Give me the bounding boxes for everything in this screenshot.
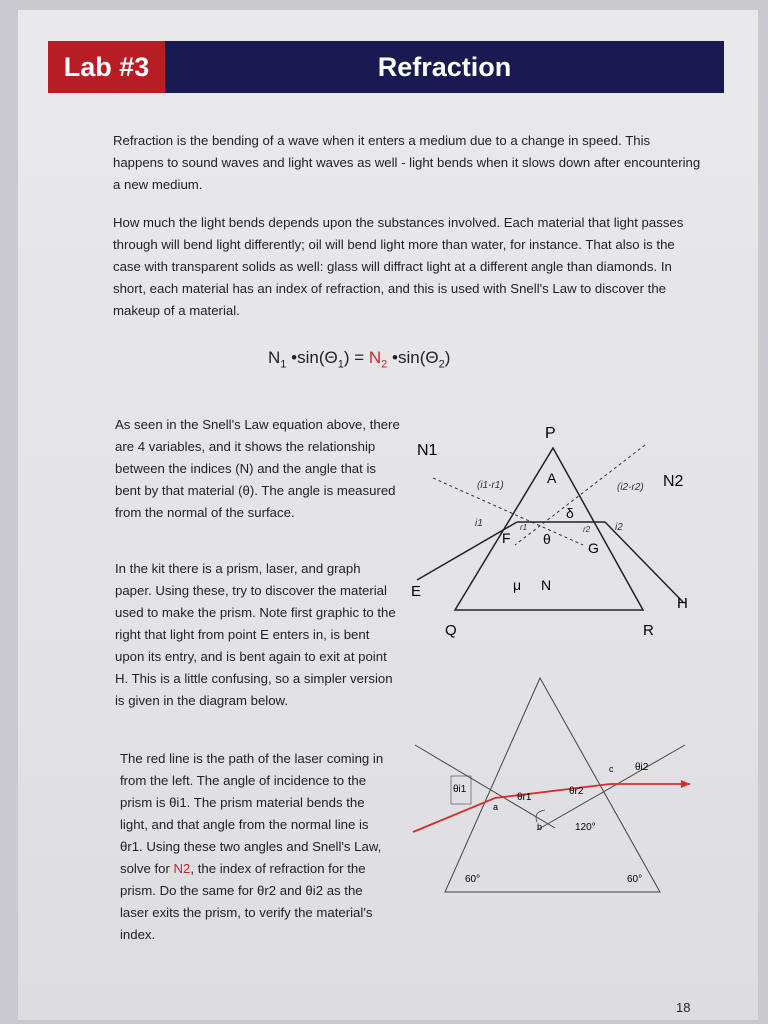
page-title: Refraction [377, 51, 512, 82]
label-a: a [493, 802, 499, 812]
eq-n2: $N_2$ [368, 348, 388, 371]
normal-line-right [537, 745, 685, 830]
label-q: Q [445, 622, 457, 639]
label-thr1: θr1 [517, 792, 532, 803]
label-theta: θ [543, 531, 551, 547]
label-p: P [545, 425, 556, 442]
handwritten-r2: r2 [583, 525, 591, 534]
label-h: H [677, 595, 688, 612]
label-n1: N1 [417, 442, 438, 459]
snells-law-equation: $N_1$ $•\sin(\Theta_1) = N_2$ $•\sin(\Theta_2)$ [268, 348, 451, 371]
label-c: c [609, 764, 614, 774]
snell-explanation-paragraph: As seen in the Snell's Law equation above, there are 4 variables, and it shows the relationship between the indices (N) and the angle that is bent by that material (θ). The angle is measured from the normal of the surface. [115, 417, 400, 520]
laser-path-paragraph: The red line is the path of the laser coming in from the left. The angle of incidence to the prism is θi1. The prism material bends the light, and that angle from the normal line is θr1. Using these two angles and Snell's Law, solve for N2, the index of refraction for the prism. Do the same for θr2 and θi2 as the laser exits the prism, to verify the material's index. [120, 751, 384, 942]
laser-arrowhead [681, 780, 690, 788]
label-delta: δ [566, 505, 574, 521]
label-thi2: θi2 [635, 762, 649, 773]
prism-diagram-points [405, 410, 705, 655]
intro-paragraph-2: How much the light bends depends upon the substances involved. Each material that light passes through will bend light differently; oil will bend light more than water, for instance. That also is the case with transparent solids as well: glass will diffract light at a different angle than diamonds. In short, each material has an index of refraction, and this is used with Snell's Law to discover the makeup of a material. [113, 215, 684, 318]
label-n2: N2 [663, 473, 684, 490]
normal-line-n2 [515, 445, 645, 545]
n2-highlight: N2 [173, 861, 191, 876]
lab-number-badge: Lab #3 [48, 41, 165, 93]
label-thr2: θr2 [569, 786, 584, 797]
label-n: N [541, 577, 552, 593]
handwritten-i1-r1: (i1-r1) [477, 480, 504, 491]
label-60-right: 60° [627, 874, 643, 885]
handwritten-i2: i2 [615, 522, 623, 533]
label-g: G [588, 540, 599, 556]
page-number: 18 [676, 1000, 691, 1015]
label-r: R [643, 622, 654, 639]
label-mu: μ [513, 577, 522, 593]
label-60-left: 60° [465, 874, 481, 885]
label-120: 120° [575, 822, 596, 833]
eq-n1: $N_1$ [268, 348, 287, 371]
label-a: A [547, 470, 557, 486]
normal-line-left [415, 745, 555, 828]
handwritten-r1: r1 [520, 523, 528, 532]
prism-diagram-laser [405, 670, 705, 905]
label-thi1: θi1 [453, 784, 467, 795]
label-f: F [502, 530, 511, 546]
kit-instructions-paragraph: In the kit there is a prism, laser, and graph paper. Using these, try to discover the material used to make the prism. Note first graphic to the right that light from point E enters in, is bent upon its entry, and is bent again to exit at point H. This is a little confusing, so a simpler version is given in the diagram below. [115, 561, 396, 708]
prism-triangle-2 [445, 678, 660, 892]
label-e: E [411, 583, 422, 600]
intro-paragraph-1: Refraction is the bending of a wave when it enters a medium due to a change in speed. This happens to sound waves and light waves as well - light bends when it slows down after encountering a new medium. [113, 133, 701, 192]
angle-120-arc [536, 810, 545, 822]
handwritten-i1: i1 [475, 518, 483, 529]
label-b: b [537, 822, 543, 832]
handwritten-i2-r2: (i2-r2) [617, 482, 644, 493]
